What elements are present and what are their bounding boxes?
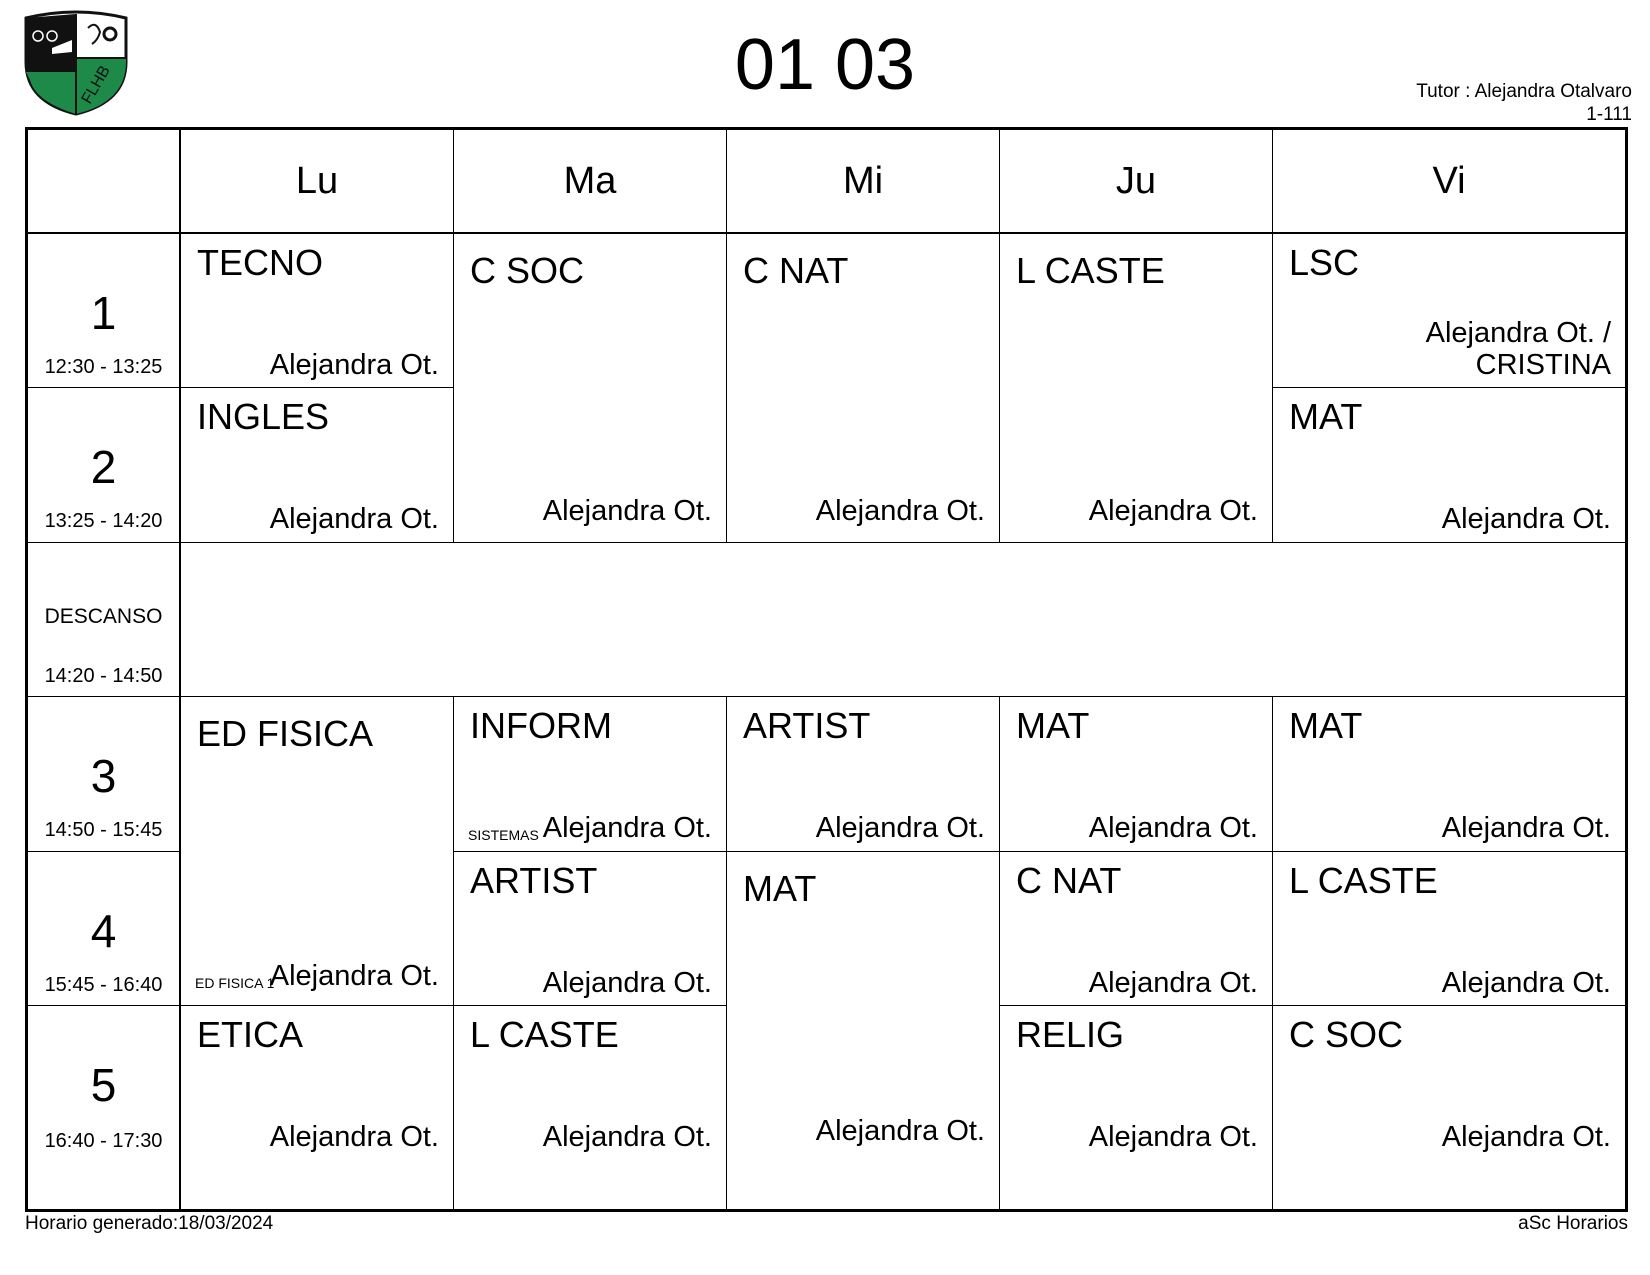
teacher: Alejandra Ot. xyxy=(542,967,712,999)
room: ED FISICA 1 xyxy=(195,975,275,991)
lesson-ju-5[interactable] xyxy=(1000,1006,1273,1209)
break-label: DESCANSO xyxy=(44,605,163,628)
subject: L CASTE xyxy=(1016,250,1165,291)
subject: L CASTE xyxy=(470,1014,619,1055)
period-time: 13:25 - 14:20 xyxy=(44,510,163,532)
teacher: Alejandra Ot. xyxy=(1441,503,1611,535)
lesson-mi-1-2[interactable] xyxy=(727,234,1000,543)
lesson-vi-1[interactable] xyxy=(1273,234,1625,388)
break-row xyxy=(181,543,1625,697)
teacher: Alejandra Ot. xyxy=(542,495,712,527)
lesson-vi-2[interactable] xyxy=(1273,388,1625,543)
teacher: Alejandra Ot. xyxy=(542,1121,712,1153)
period-4 xyxy=(28,852,181,1006)
subject: RELIG xyxy=(1016,1014,1125,1055)
subject: MAT xyxy=(1289,705,1363,746)
teacher-line-1: Alejandra Ot. / xyxy=(1425,317,1611,349)
lesson-lu-1[interactable] xyxy=(181,234,454,388)
lesson-ju-1-2[interactable] xyxy=(1000,234,1273,543)
period-time: 12:30 - 13:25 xyxy=(44,356,163,378)
subject: ED FISICA xyxy=(197,713,374,754)
subject: C NAT xyxy=(743,250,849,291)
lesson-ju-3[interactable] xyxy=(1000,697,1273,852)
subject: LSC xyxy=(1289,242,1360,283)
tutor-label: Tutor : Alejandra Otalvaro xyxy=(1416,81,1632,102)
period-2 xyxy=(28,388,181,543)
period-time: 15:45 - 16:40 xyxy=(44,974,163,996)
teacher: Alejandra Ot. xyxy=(1088,1121,1258,1153)
day-header-mi: Mi xyxy=(727,130,1000,234)
lesson-ma-3[interactable] xyxy=(454,697,727,852)
app-credit: aSc Horarios xyxy=(1518,1213,1628,1234)
period-3 xyxy=(28,697,181,852)
subject: MAT xyxy=(743,868,817,909)
subject: TECNO xyxy=(197,242,323,283)
subject: INGLES xyxy=(197,396,330,437)
period-number: 4 xyxy=(90,905,117,957)
teacher: Alejandra Ot. xyxy=(269,1121,439,1153)
teacher: Alejandra Ot. xyxy=(1088,812,1258,844)
teacher: Alejandra Ot. xyxy=(815,812,985,844)
teacher: Alejandra Ot. xyxy=(1088,967,1258,999)
subject: ETICA xyxy=(197,1014,304,1055)
subject: MAT xyxy=(1016,705,1090,746)
teacher: Alejandra Ot. xyxy=(1441,967,1611,999)
teacher: Alejandra Ot. xyxy=(269,960,439,992)
teacher: Alejandra Ot. xyxy=(269,349,439,381)
subject: L CASTE xyxy=(1289,860,1438,901)
period-number: 5 xyxy=(90,1059,117,1111)
subject: ARTIST xyxy=(743,705,871,746)
day-header-ju: Ju xyxy=(1000,130,1273,234)
teacher: Alejandra Ot. xyxy=(269,503,439,535)
teacher: Alejandra Ot. xyxy=(1441,812,1611,844)
lesson-vi-5[interactable] xyxy=(1273,1006,1625,1209)
subject: MAT xyxy=(1289,396,1363,437)
lesson-lu-3-4[interactable] xyxy=(181,697,454,1006)
period-number: 2 xyxy=(90,441,117,493)
period-5 xyxy=(28,1006,181,1209)
teacher: Alejandra Ot. xyxy=(815,1115,985,1147)
lesson-mi-4-5[interactable] xyxy=(727,852,1000,1209)
room-label: 1-111 xyxy=(1586,104,1632,125)
subject: C SOC xyxy=(1289,1014,1404,1055)
lesson-vi-3[interactable] xyxy=(1273,697,1625,852)
lesson-ma-4[interactable] xyxy=(454,852,727,1006)
svg-text:FLHB: FLHB xyxy=(78,63,114,107)
period-time: 16:40 - 17:30 xyxy=(44,1130,163,1152)
teacher-line-2: CRISTINA xyxy=(1475,349,1611,381)
lesson-vi-4[interactable] xyxy=(1273,852,1625,1006)
teacher: Alejandra Ot. xyxy=(1088,495,1258,527)
corner-cell xyxy=(28,130,181,234)
room: SISTEMAS xyxy=(468,827,539,843)
teacher: Alejandra Ot. xyxy=(815,495,985,527)
lesson-mi-3[interactable] xyxy=(727,697,1000,852)
subject: C SOC xyxy=(470,250,585,291)
tutor-info xyxy=(1416,80,1632,126)
lesson-lu-2[interactable] xyxy=(181,388,454,543)
period-time: 14:20 - 14:50 xyxy=(44,665,163,687)
period-break xyxy=(28,543,181,697)
lesson-lu-5[interactable] xyxy=(181,1006,454,1209)
teacher: Alejandra Ot. xyxy=(542,812,712,844)
teacher: Alejandra Ot. xyxy=(1441,1121,1611,1153)
period-number: 3 xyxy=(90,750,117,802)
period-time: 14:50 - 15:45 xyxy=(44,819,163,841)
day-header-lu: Lu xyxy=(181,130,454,234)
subject: INFORM xyxy=(470,705,612,746)
day-header-vi: Vi xyxy=(1273,130,1625,234)
generated-date: Horario generado:18/03/2024 xyxy=(25,1213,274,1234)
period-1 xyxy=(28,234,181,388)
subject: ARTIST xyxy=(470,860,598,901)
lesson-ma-5[interactable] xyxy=(454,1006,727,1209)
lesson-ma-1-2[interactable] xyxy=(454,234,727,543)
lesson-ju-4[interactable] xyxy=(1000,852,1273,1006)
schedule-title: 01 03 xyxy=(734,25,916,105)
period-number: 1 xyxy=(90,287,117,339)
subject: C NAT xyxy=(1016,860,1122,901)
timetable-grid xyxy=(25,127,1628,1212)
day-header-ma: Ma xyxy=(454,130,727,234)
